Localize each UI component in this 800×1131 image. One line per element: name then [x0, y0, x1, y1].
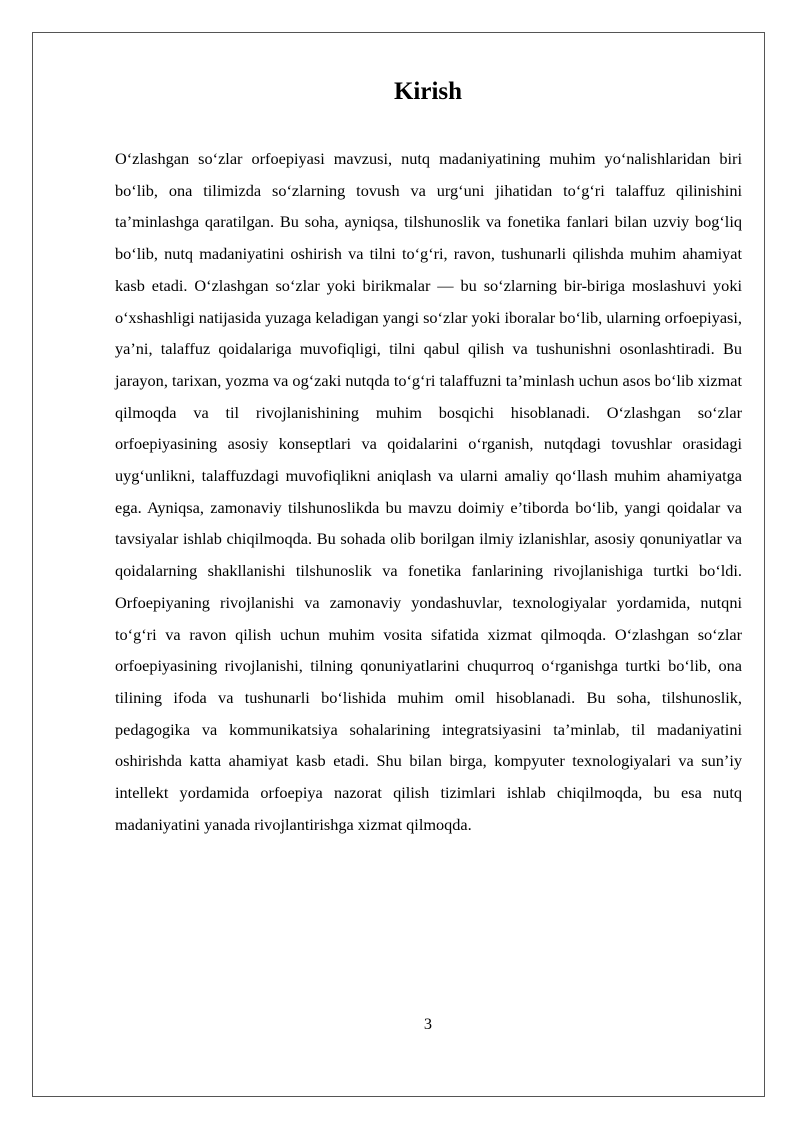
body-paragraph: O‘zlashgan so‘zlar orfoepiyasi mavzusi, nutq madaniyatining muhim yo‘nalishlaridan biri bo‘lib, ona tilimizda so‘zlarning tovush va urg‘uni jihatidan to‘g‘ri talaffuz qilinishini ta’minlashga qaratilgan. Bu soha, ayniqsa, tilshunoslik va fonetika fanlari bilan uzviy bog‘liq bo‘lib, nutq madaniyatini oshirish va tilni to‘g‘ri, ravon, tushunarli qilishda muhim ahamiyat kasb etadi. O‘zlashgan so‘zlar yoki birikmalar — bu so‘zlarning bir-biriga moslashuvi yoki o‘xshashligi natijasida yuzaga keladigan yangi so‘zlar yoki iboralar bo‘lib, ularning orfoepiyasi, ya’ni, talaffuz qoidalariga muvofiqligi, tilni qabul qilish va tushunishni osonlashtiradi. Bu jarayon, tarixan, yozma va og‘zaki nutqda to‘g‘ri talaffuzni ta’minlash uchun asos bo‘lib xizmat qilmoqda va til rivojlanishining muhim bosqichi hisoblanadi. O‘zlashgan so‘zlar orfoepiyasining asosiy konseptlari va qoidalarini o‘rganish, nutqdagi tovushlar orasidagi uyg‘unlikni, talaffuzdagi muvofiqlikni aniqlash va ularni amaliy qo‘llash muhim ahamiyatga ega. Ayniqsa, zamonaviy tilshunoslikda bu mavzu doimiy e’tiborda bo‘lib, yangi qoidalar va tavsiyalar ishlab chiqilmoqda. Bu sohada olib borilgan ilmiy izlanishlar, asosiy qonuniyatlar va qoidalarning shakllanishi tilshunoslik va fonetika fanlarining rivojlanishiga turtki bo‘ldi. Orfoepiyaning rivojlanishi va zamonaviy yondashuvlar, texnologiyalar yordamida, nutqni to‘g‘ri va ravon qilish uchun muhim vosita sifatida xizmat qilmoqda. O‘zlashgan so‘zlar orfoepiyasining rivojlanishi, tilning qonuniyatlarini chuqurroq o‘rganishga turtki bo‘lib, ona tilining ifoda va tushunarli bo‘lishida muhim omil hisoblanadi. Bu soha, tilshunoslik, pedagogika va kommunikatsiya sohalarining integratsiyasini ta’minlab, til madaniyatini oshirishda katta ahamiyat kasb etadi. Shu bilan birga, kompyuter texnologiyalari va sun’iy intellekt yordamida orfoepiya nazorat qilish tizimlari ishlab chiqilmoqda, bu esa nutq madaniyatini yanada rivojlantirishga xizmat qilmoqda. — [115, 149, 742, 834]
page-number: 3 — [423, 1014, 433, 1033]
page-title: Kirish — [393, 78, 463, 105]
